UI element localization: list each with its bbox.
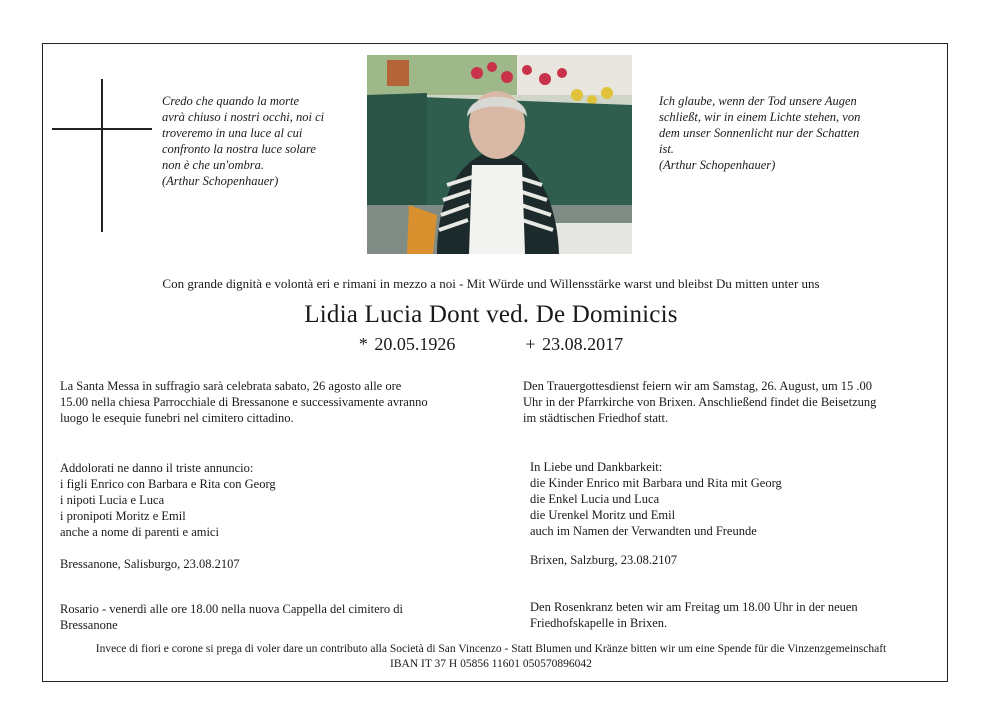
portrait-photo bbox=[367, 55, 632, 254]
cross-horizontal-bar bbox=[52, 128, 152, 130]
cross-vertical-bar bbox=[101, 79, 103, 232]
motto: Con grande dignità e volontà eri e rimani in mezzo a noi - Mit Würde und Willensstärke warst und bleibst Du mitten unter uns bbox=[162, 276, 820, 291]
rosary-german: Den Rosenkranz beten wir am Freitag um 18.00 Uhr in der neuen Friedhofskapelle in Brixen. bbox=[530, 600, 858, 630]
life-dates bbox=[0, 334, 982, 355]
mass-notice-italian: La Santa Messa in suffragio sarà celebrata sabato, 26 agosto alle ore 15.00 nella chiesa Parrocchiale di Bressanone e successivamente avranno luogo le esequie funebri nel cimitero cittadino. bbox=[60, 379, 428, 425]
mourners-italian: Addolorati ne danno il triste annuncio: i figli Enrico con Barbara e Rita con Georg i nipoti Lucia e Luca i pronipoti Moritz e Emil anche a nome di parenti e amici bbox=[60, 461, 276, 539]
mass-notice-german: Den Trauergottesdienst feiern wir am Samstag, 26. August, um 15 .00 Uhr in der Pfarrkirche von Brixen. Anschließend findet die Beisetzung im städtischen Friedhof statt. bbox=[523, 379, 877, 425]
place-date-italian: Bressanone, Salisburgo, 23.08.2107 bbox=[60, 557, 240, 571]
quote-italian: Credo che quando la morte avrà chiuso i nostri occhi, noi ci troveremo in una luce al cui confronto la nostra luce solare non è che un'ombra. (Arthur Schopenhauer) bbox=[162, 94, 325, 188]
death-date: + 23.08.2017 bbox=[525, 334, 624, 354]
donation-note: Invece di fiori e corone si prega di voler dare un contributo alla Società di San Vincenzo - Statt Blumen und Kränze bitten wir um eine Spende für die Vinzenzgemeinschaft bbox=[95, 643, 887, 655]
deceased-name: Lidia Lucia Dont ved. De Dominicis bbox=[304, 301, 678, 328]
iban: IBAN IT 37 H 05856 11601 050570896042 bbox=[390, 658, 592, 670]
rosary-italian: Rosario - venerdì alle ore 18.00 nella nuova Cappella del cimitero di Bressanone bbox=[60, 602, 403, 632]
quote-german: Ich glaube, wenn der Tod unsere Augen schließt, wir in einem Lichte stehen, von dem unser Sonnenlicht nur der Schatten ist. (Arthur Schopenhauer) bbox=[659, 94, 861, 172]
birth-date: * 20.05.1926 bbox=[358, 334, 456, 354]
mourners-german: In Liebe und Dankbarkeit: die Kinder Enrico mit Barbara und Rita mit Georg die Enkel Lucia und Luca die Urenkel Moritz und Emil auch im Namen der Verwandten und Freunde bbox=[530, 460, 782, 538]
place-date-german: Brixen, Salzburg, 23.08.2107 bbox=[530, 553, 677, 567]
